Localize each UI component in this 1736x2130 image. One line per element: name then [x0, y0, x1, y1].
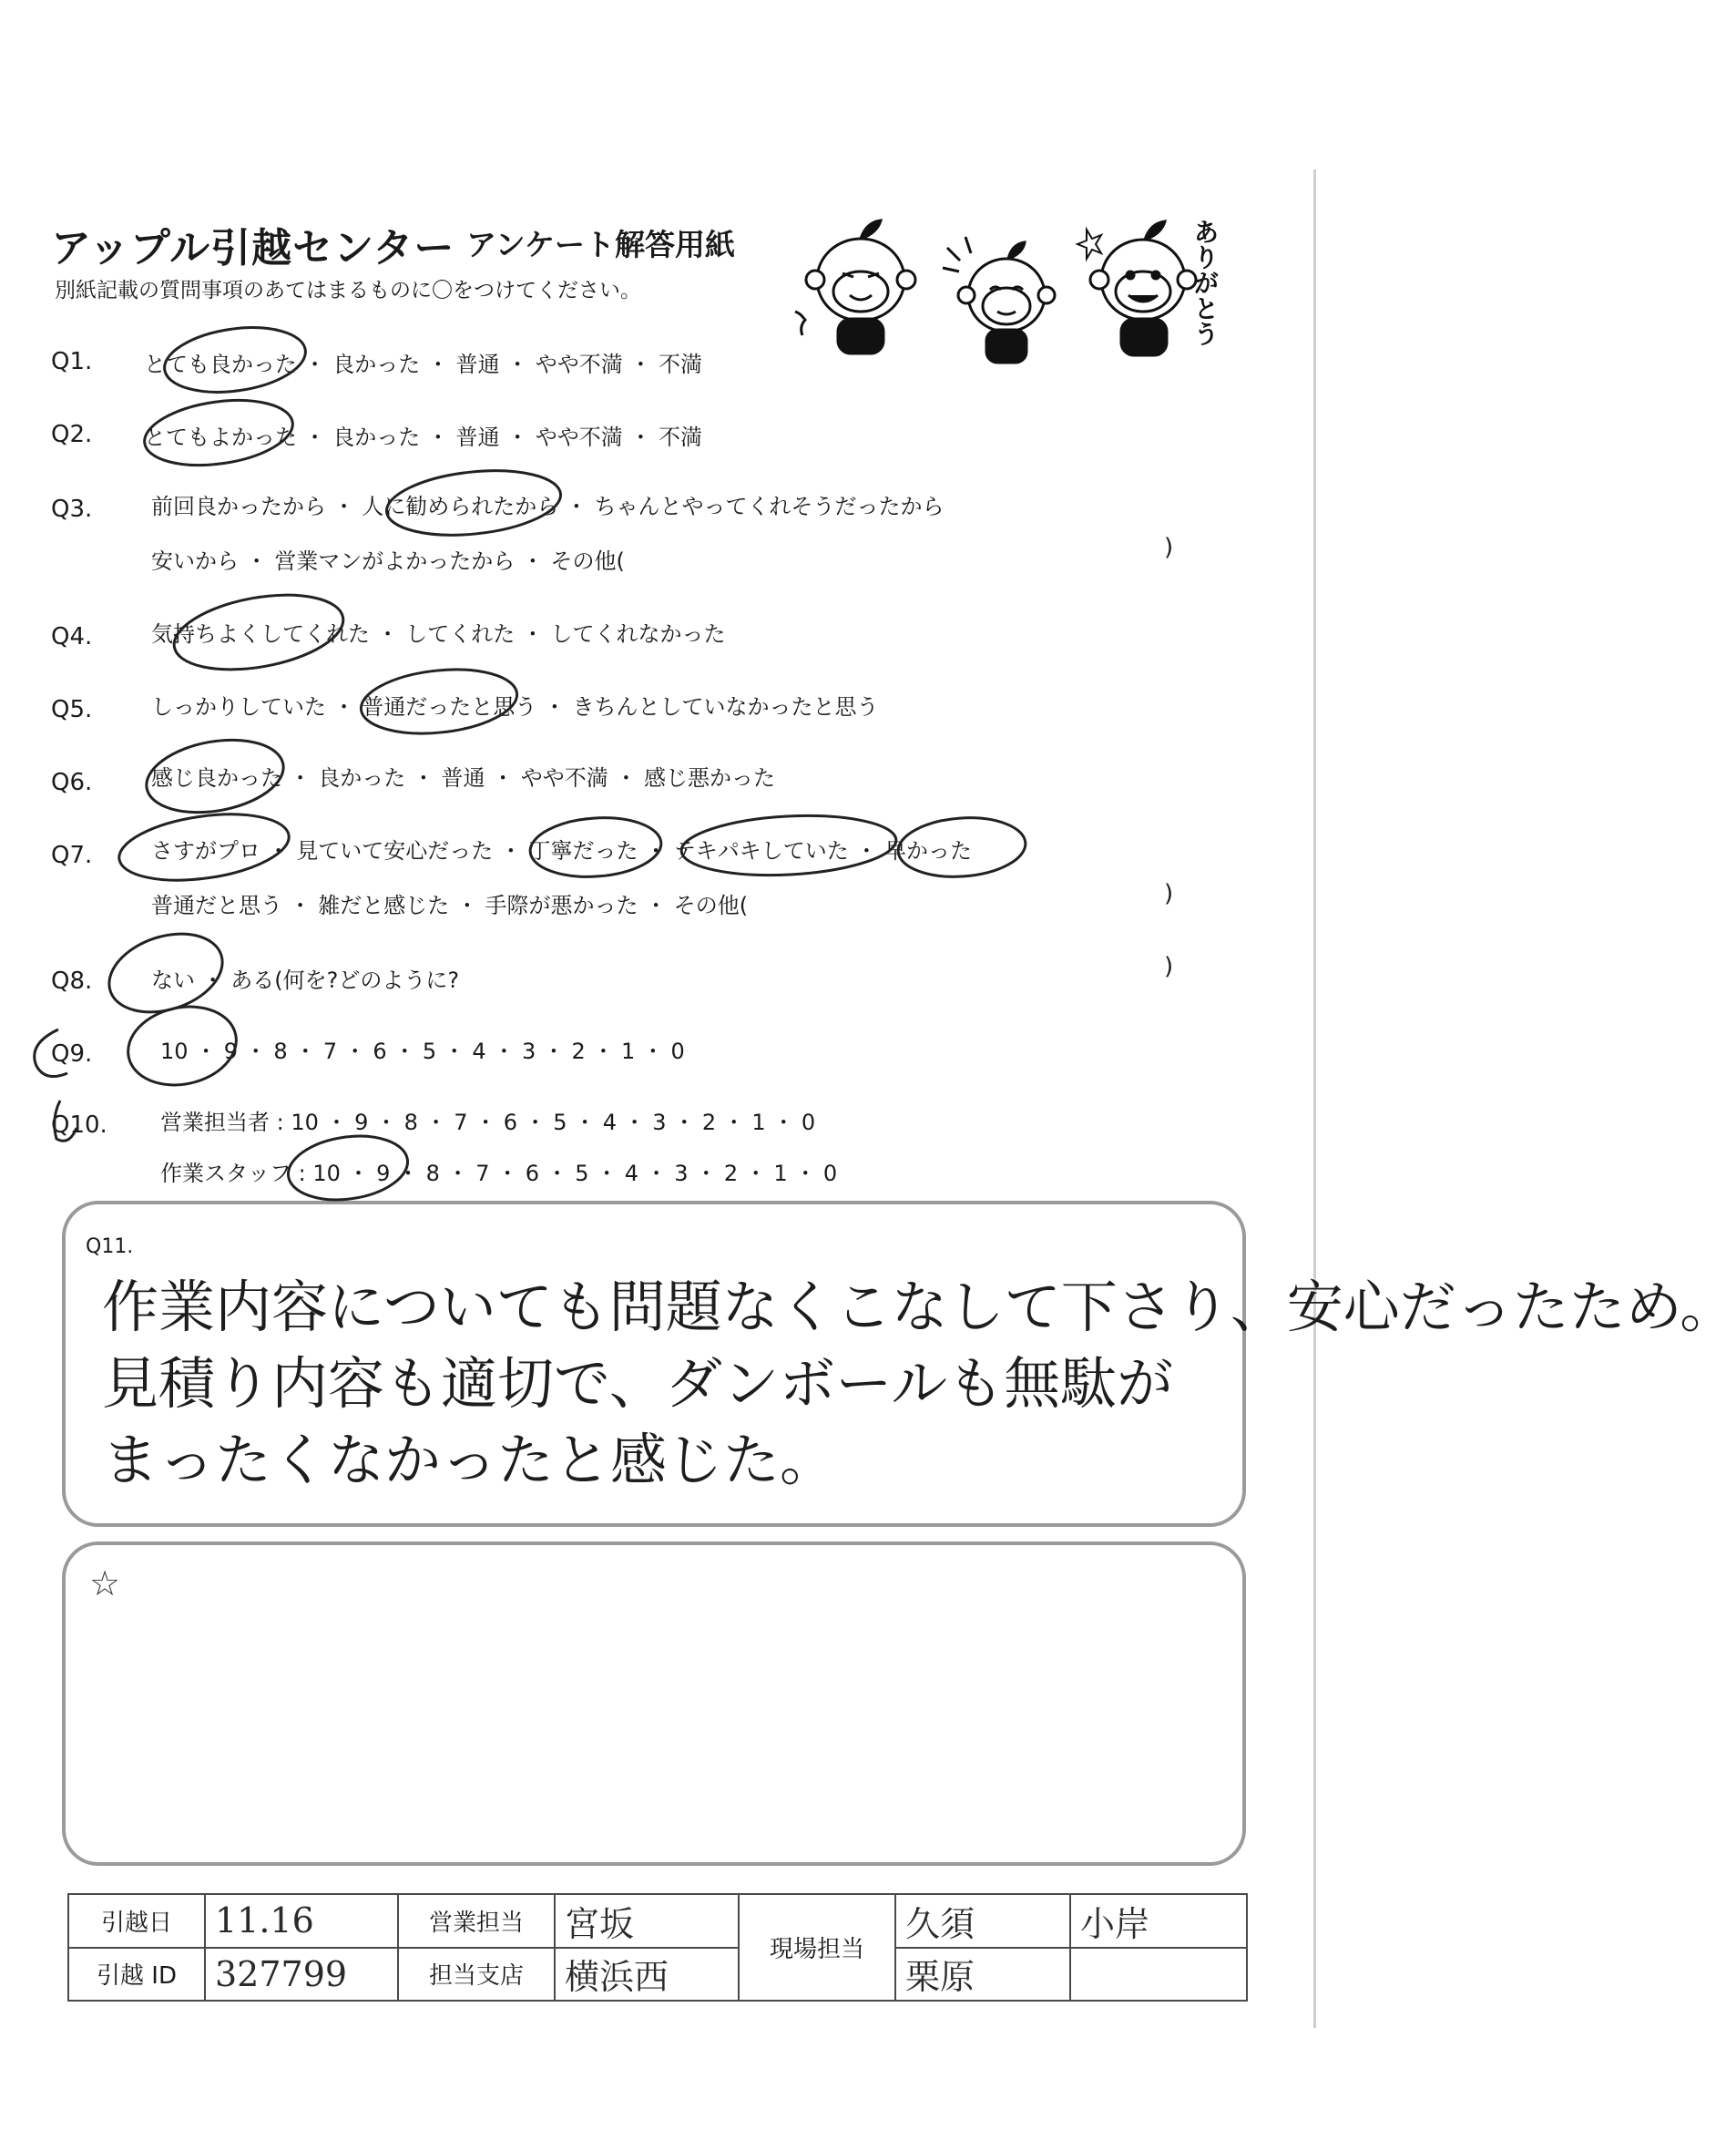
q4-answer-circle — [168, 583, 349, 681]
sales-value: 宮坂 — [555, 1894, 739, 1948]
q5-options[interactable]: しっかりしていた ・ 普通だったと思う ・ きちんとしていなかったと思う — [151, 694, 879, 720]
q9-label: Q9. — [51, 1040, 93, 1068]
q2-label: Q2. — [51, 421, 93, 448]
q8-options[interactable]: ない ・ ある(何を?どのように? — [151, 968, 460, 993]
q10-staff-scale[interactable]: 作業スタッフ : 10 ・ 9 ・ 8 ・ 7 ・ 6 ・ 5 ・ 4 ・ 3 ・ 2 ・ 1 ・ 0 — [160, 1161, 838, 1186]
q7-answer-circle-3 — [679, 811, 897, 880]
q6-label: Q6. — [51, 769, 93, 796]
q2-options[interactable]: とてもよかった ・ 良かった ・ 普通 ・ やや不満 ・ 不満 — [144, 425, 703, 450]
q3-options-line1[interactable]: 前回良かったから ・ 人に勧められたから ・ ちゃんとやってくれそうだったから — [151, 494, 945, 519]
branch-label: 担当支店 — [398, 1948, 555, 2002]
form-subtitle: アンケート解答用紙 — [466, 227, 736, 262]
site-staff-2: 栗原 — [895, 1948, 1070, 2002]
star-icon: ☆ — [89, 1563, 121, 1603]
site-label: 現場担当 — [739, 1894, 895, 2001]
branch-value: 横浜西 — [555, 1948, 739, 2002]
q7-options-line1[interactable]: さすがプロ ・ 見ていて安心だった ・ 丁寧だった ・ テキパキしていた ・ 早かった — [151, 838, 973, 864]
q1-answer-circle — [160, 319, 310, 400]
q7-answer-circle-2 — [528, 814, 663, 881]
q4-options[interactable]: 気持ちよくしてくれた ・ してくれた ・ してくれなかった — [151, 621, 726, 647]
q9-pen-mark — [35, 1029, 77, 1141]
move-date-value: 11.16 — [205, 1894, 398, 1948]
move-id-value: 327799 — [205, 1948, 398, 2002]
sales-label: 営業担当 — [398, 1894, 555, 1948]
q3-answer-circle — [383, 463, 564, 543]
q4-label: Q4. — [51, 623, 93, 650]
site-staff-1: 久須 — [895, 1894, 1070, 1948]
q10-label: Q10. — [51, 1111, 107, 1139]
q7-options-line2[interactable]: 普通だと思う ・ 雑だと感じた ・ 手際が悪かった ・ その他( — [151, 893, 749, 918]
q7-answer-circle-4 — [896, 814, 1027, 881]
q1-label: Q1. — [51, 348, 93, 375]
q10-sales-scale[interactable]: 営業担当者 : 10 ・ 9 ・ 8 ・ 7 ・ 6 ・ 5 ・ 4 ・ 3 ・ 2 ・ 1 ・ 0 — [160, 1110, 816, 1135]
q9-scale[interactable]: 10 ・ 9 ・ 8 ・ 7 ・ 6 ・ 5 ・ 4 ・ 3 ・ 2 ・ 1 ・ 0 — [160, 1039, 685, 1064]
move-date-label: 引越日 — [68, 1894, 205, 1948]
q7-label: Q7. — [51, 842, 93, 869]
q8-close-paren: ) — [1164, 953, 1174, 980]
q10-answer-circle — [284, 1129, 412, 1207]
q6-answer-circle — [141, 730, 290, 822]
q2-answer-circle — [140, 392, 297, 474]
q7-answer-circle-1 — [115, 804, 293, 890]
form-instruction: 別紙記載の質問事項のあてはまるものに〇をつけてください。 — [55, 279, 641, 302]
move-id-label: 引越 ID — [68, 1948, 205, 2002]
q6-options[interactable]: 感じ良かった ・ 良かった ・ 普通 ・ やや不満 ・ 感じ悪かった — [151, 765, 776, 791]
company-title: アップル引越センター — [51, 225, 455, 271]
q5-label: Q5. — [51, 696, 93, 723]
q11-label: Q11. — [86, 1235, 134, 1258]
q7-close-paren: ) — [1164, 880, 1174, 907]
q1-options[interactable]: とても良かった ・ 良かった ・ 普通 ・ やや不満 ・ 不満 — [144, 352, 703, 377]
q11-comment-line-2: 見積り内容も適切で、ダンボールも無駄が — [102, 1350, 1174, 1417]
q3-options-line2[interactable]: 安いから ・ 営業マンがよかったから ・ その他( — [151, 548, 625, 574]
q11-comment-line-1: 作業内容についても問題なくこなして下さり、安心だったため。 — [102, 1274, 1736, 1340]
site-staff-3: 小岸 — [1070, 1894, 1247, 1948]
q8-label: Q8. — [51, 968, 93, 995]
q3-close-paren: ) — [1164, 534, 1174, 561]
q5-answer-circle — [358, 662, 520, 741]
mascot-thanks-text: ありがとう — [1190, 219, 1220, 346]
q11-comment-line-3: まったくなかったと感じた。 — [102, 1427, 837, 1493]
q3-label: Q3. — [51, 496, 93, 523]
